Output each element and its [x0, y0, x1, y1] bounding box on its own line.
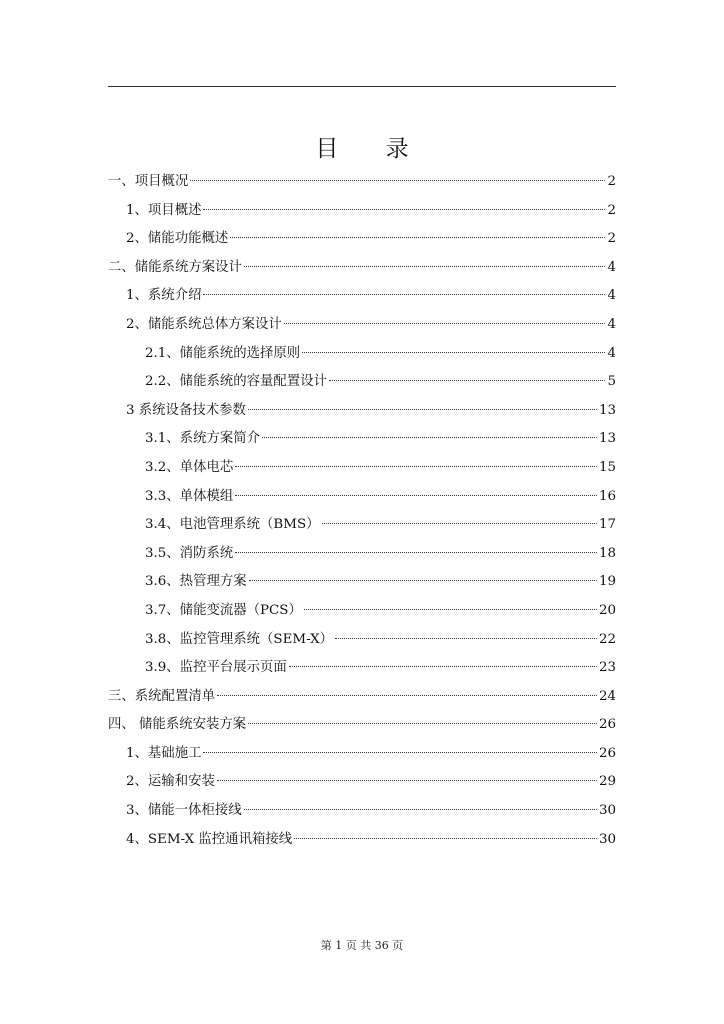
dot-leader: [294, 838, 597, 839]
toc-entry-label: 1、基础施工: [126, 745, 202, 761]
toc-entry[interactable]: [108, 225, 616, 254]
header-rule: [108, 86, 616, 87]
toc-entry[interactable]: [108, 711, 616, 740]
toc-entry-page-number: 15: [598, 459, 616, 475]
toc-entry-page-number: 26: [598, 745, 616, 761]
toc-entry[interactable]: [108, 511, 616, 540]
toc-entry-label: 二、储能系统方案设计: [108, 259, 242, 275]
toc-entry[interactable]: [108, 540, 616, 569]
toc-entry-label: 三、系统配置清单: [108, 688, 216, 704]
toc-entry[interactable]: [108, 740, 616, 769]
toc-entry[interactable]: [108, 826, 616, 855]
toc-entry[interactable]: [108, 197, 616, 226]
toc-entry-page-number: 19: [598, 574, 616, 590]
toc-entry-page-number: 29: [598, 774, 616, 790]
toc-entry-label: 四、 储能系统安装方案: [108, 717, 247, 733]
toc-entry-label: 2.1、储能系统的选择原则: [145, 345, 301, 361]
dot-leader: [262, 437, 597, 438]
toc-entry[interactable]: [108, 340, 616, 369]
toc-entry-page-number: 4: [607, 259, 616, 275]
toc-entry-label: 3.6、热管理方案: [145, 574, 247, 590]
dot-leader: [248, 409, 597, 410]
dot-leader: [244, 266, 606, 267]
dot-leader: [217, 780, 597, 781]
toc-entry[interactable]: [108, 768, 616, 797]
toc-entry-label: 2、运输和安装: [126, 774, 215, 790]
toc-entry[interactable]: [108, 683, 616, 712]
toc-entry-page-number: 18: [598, 545, 616, 561]
dot-leader: [289, 666, 597, 667]
page-footer: 第 1 页 共 36 页: [320, 939, 404, 952]
toc-entry-page-number: 30: [598, 803, 616, 819]
toc-entry[interactable]: [108, 168, 616, 197]
dot-leader: [329, 380, 605, 381]
dot-leader: [235, 495, 597, 496]
dot-leader: [203, 209, 605, 210]
toc-entry[interactable]: [108, 626, 616, 655]
toc-entry-page-number: 2: [607, 202, 616, 218]
dot-leader: [249, 580, 597, 581]
toc-entry-page-number: 24: [598, 688, 616, 704]
toc-entry-page-number: 20: [598, 602, 616, 618]
toc-entry-page-number: 22: [598, 631, 616, 647]
toc-entry-page-number: 4: [607, 345, 616, 361]
toc-entry-label: 3.8、监控管理系统（SEM-X）: [145, 631, 334, 647]
toc-title: 目 录: [315, 136, 429, 162]
toc-entry-page-number: 17: [598, 517, 616, 533]
toc-entry-page-number: 2: [607, 231, 616, 247]
toc-entry-label: 3.2、单体电芯: [145, 459, 234, 475]
toc-entry[interactable]: [108, 568, 616, 597]
toc-entry[interactable]: [108, 797, 616, 826]
dot-leader: [322, 523, 597, 524]
toc-entry-page-number: 16: [598, 488, 616, 504]
dot-leader: [235, 552, 597, 553]
dot-leader: [230, 237, 605, 238]
toc-entry-label: 3 系统设备技术参数: [126, 402, 246, 418]
toc-entry-label: 3.3、单体模组: [145, 488, 234, 504]
toc-entry-label: 3.9、监控平台展示页面: [145, 660, 287, 676]
toc-entry-label: 1、项目概述: [126, 202, 202, 218]
dot-leader: [217, 695, 597, 696]
toc-entry-page-number: 4: [607, 288, 616, 304]
toc-entry-page-number: 5: [607, 374, 616, 390]
toc-entry-label: 2.2、储能系统的容量配置设计: [145, 374, 327, 390]
toc-entry-label: 2、储能功能概述: [126, 231, 229, 247]
dot-leader: [190, 180, 605, 181]
toc-entry-label: 3.4、电池管理系统（BMS）: [145, 517, 320, 533]
dot-leader: [203, 752, 596, 753]
toc-entry-page-number: 23: [598, 660, 616, 676]
toc-entry[interactable]: [108, 397, 616, 426]
dot-leader: [235, 466, 597, 467]
toc-entry[interactable]: [108, 368, 616, 397]
toc-entry[interactable]: [108, 654, 616, 683]
toc-entry-label: 3.1、系统方案简介: [145, 431, 261, 447]
dot-leader: [284, 323, 606, 324]
dot-leader: [302, 352, 605, 353]
dot-leader: [304, 609, 597, 610]
toc-entry-page-number: 4: [607, 316, 616, 332]
dot-leader: [244, 809, 597, 810]
dot-leader: [335, 638, 597, 639]
toc-entry-page-number: 13: [598, 431, 616, 447]
toc-entry-page-number: 30: [598, 831, 616, 847]
toc-entry-label: 1、系统介绍: [126, 288, 202, 304]
toc-entry-page-number: 2: [607, 174, 616, 189]
toc-entry-label: 2、储能系统总体方案设计: [126, 316, 282, 332]
toc-entry-page-number: 13: [598, 402, 616, 418]
toc-entry[interactable]: [108, 597, 616, 626]
toc-entry-label: 4、SEM-X 监控通讯箱接线: [126, 831, 293, 847]
toc-entry[interactable]: [108, 311, 616, 340]
toc-entry[interactable]: [108, 483, 616, 512]
toc-entry[interactable]: [108, 454, 616, 483]
toc-entry-label: 一、项目概况: [108, 174, 189, 189]
toc-entry[interactable]: [108, 425, 616, 454]
dot-leader: [203, 294, 605, 295]
dot-leader: [248, 723, 597, 724]
toc-entry-label: 3.5、消防系统: [145, 545, 234, 561]
toc-entry-page-number: 26: [598, 717, 616, 733]
table-of-contents: [108, 168, 616, 854]
toc-entry[interactable]: [108, 282, 616, 311]
toc-entry-label: 3、储能一体柜接线: [126, 803, 242, 819]
toc-entry-label: 3.7、储能变流器（PCS）: [145, 602, 302, 618]
toc-entry[interactable]: [108, 254, 616, 283]
